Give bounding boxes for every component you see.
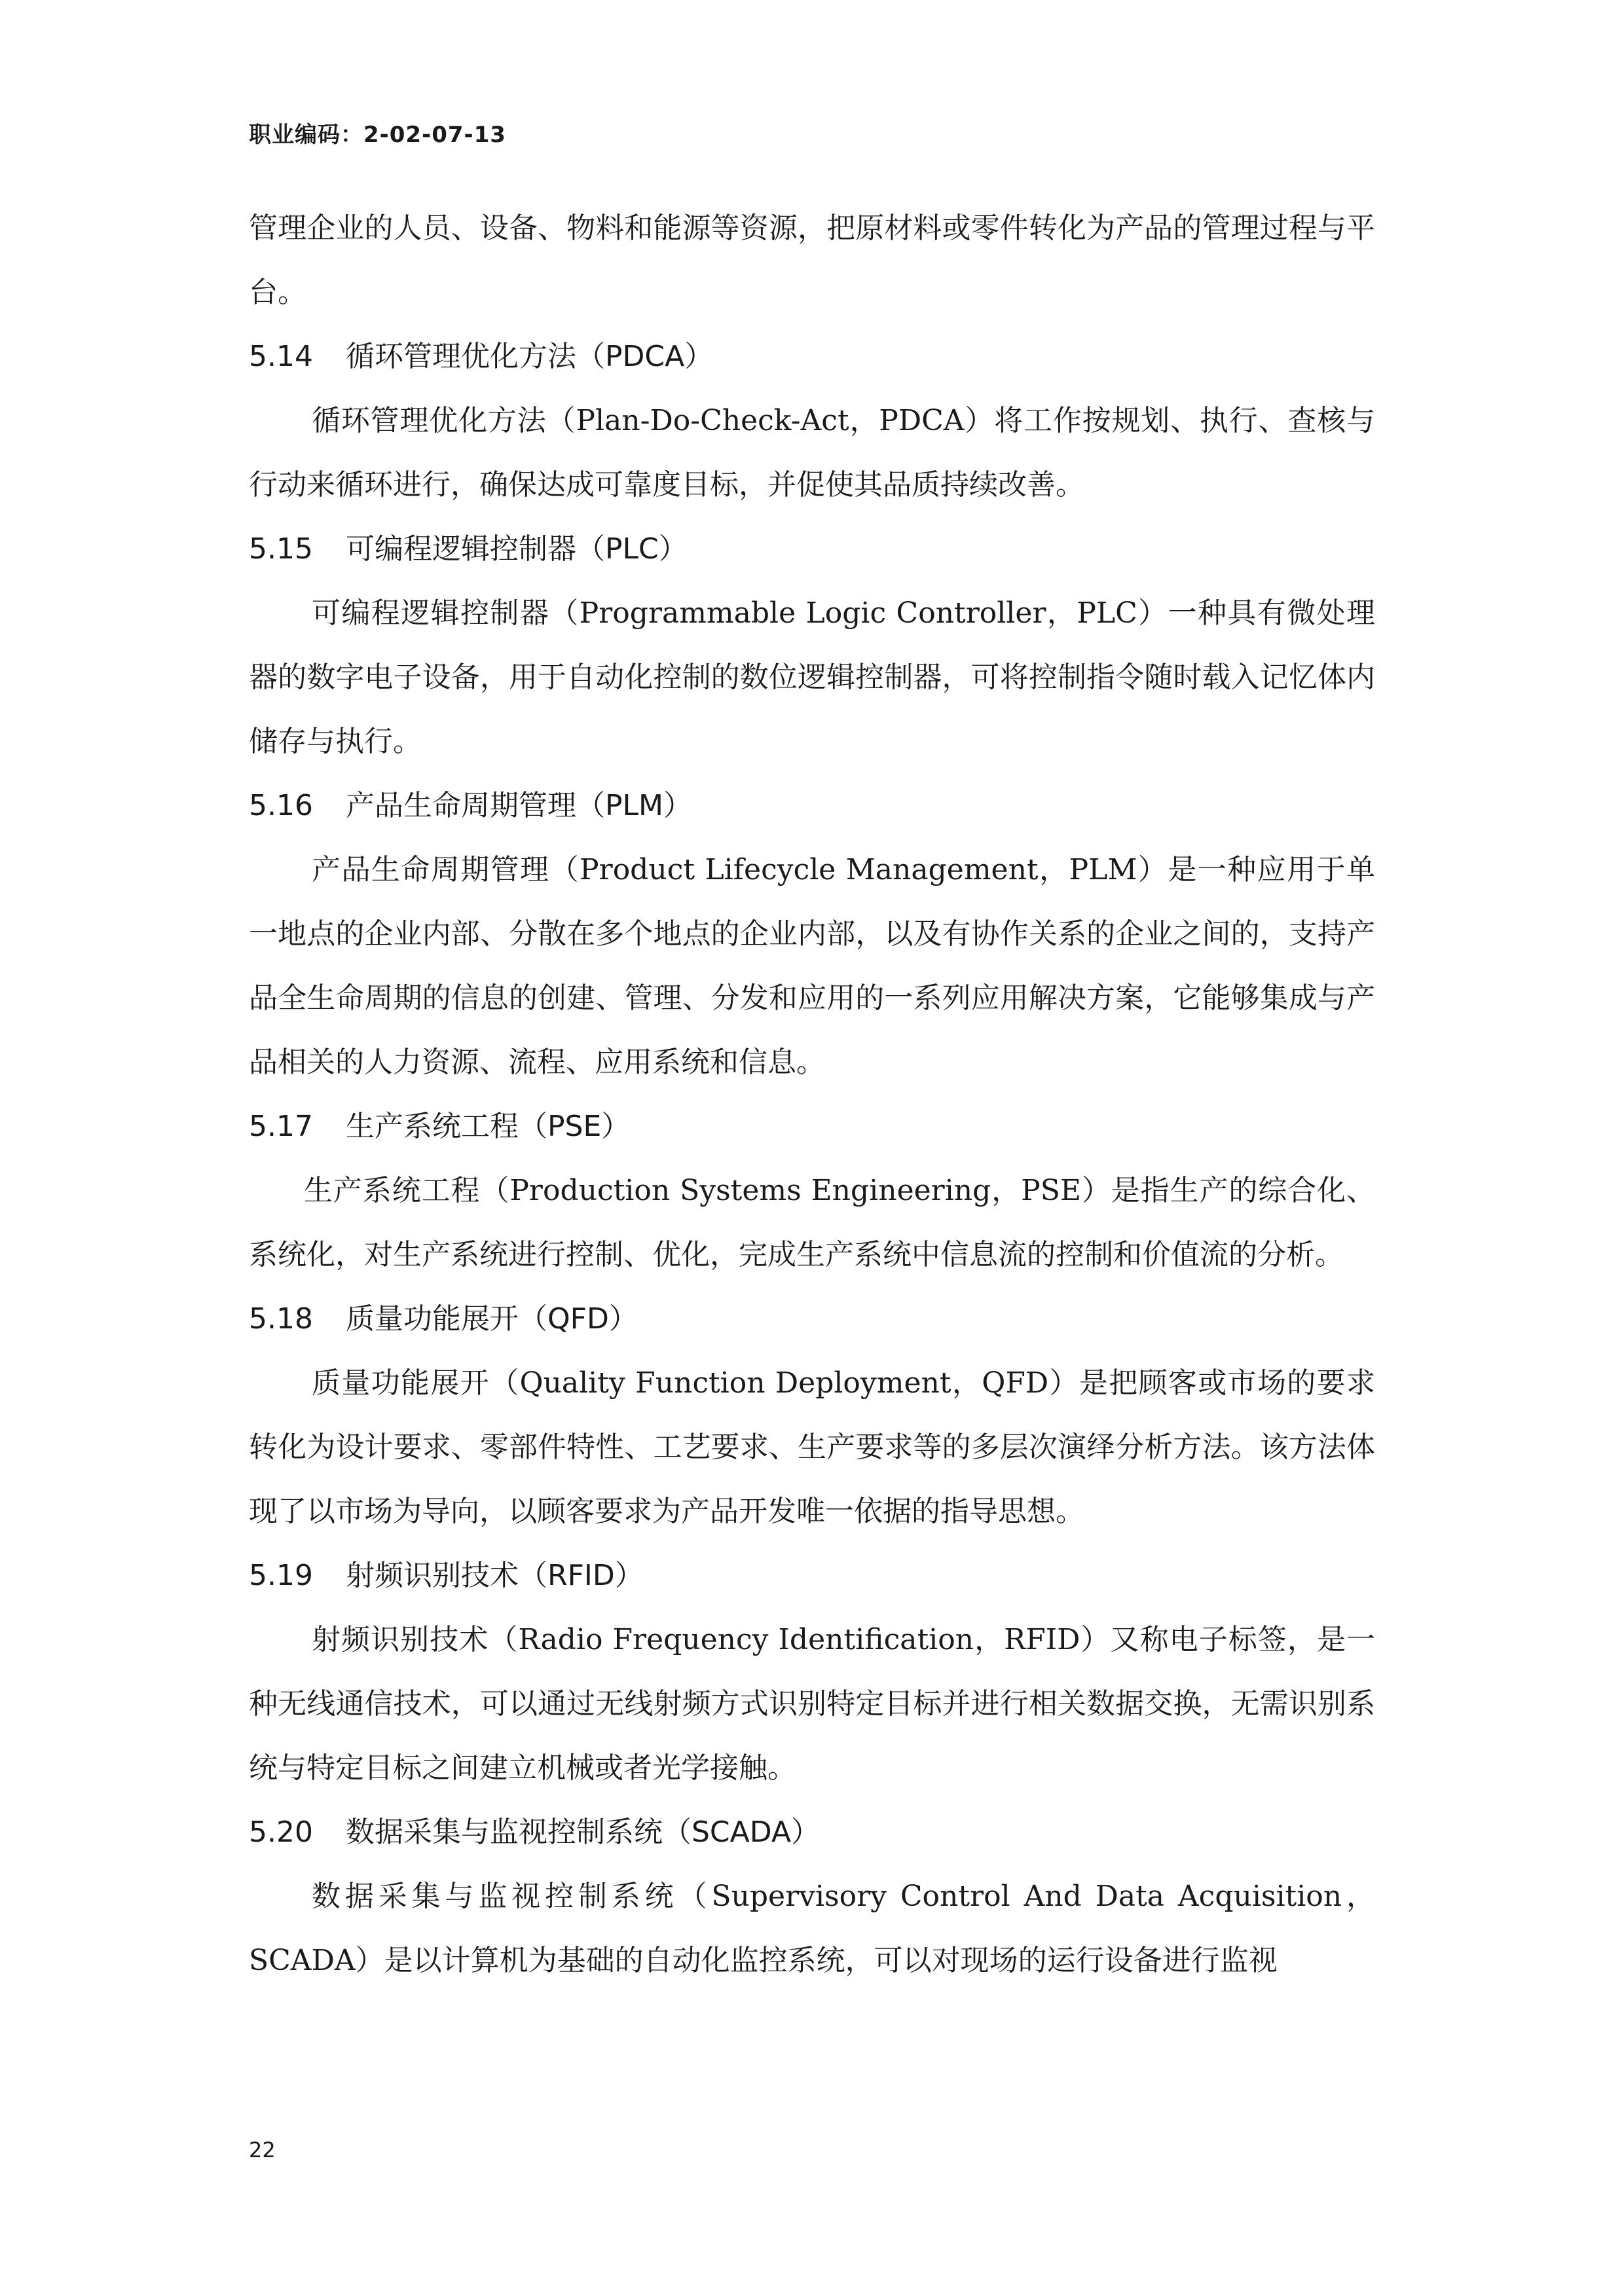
section-heading (249, 774, 1375, 838)
section-body: 产品生命周期管理（Product Lifecycle Management，PLM）是一种应用于单一地点的企业内部、分散在多个地点的企业内部，以及有协作关系的企业之间的，支持产品全生命周期的信息的创建、管理、分发和应用的一系列应用解决方案，它能够集成与产品相关的人力资源、流程、应用系统和信息。 (249, 853, 1375, 1079)
section-body: 质量功能展开（Quality Function Deployment，QFD）是把顾客或市场的要求转化为设计要求、零部件特性、工艺要求、生产要求等的多层次演绎分析方法。该方法体现了以市场为导向，以顾客要求为产品开发唯一依据的指导思想。 (249, 1366, 1375, 1528)
section-number: 5.14 (249, 340, 313, 373)
page-number: 22 (249, 2138, 276, 2162)
section-body: 可编程逻辑控制器（Programmable Logic Controller，PLC）一种具有微处理器的数字电子设备，用于自动化控制的数位逻辑控制器，可将控制指令随时载入记忆体内储存与执行。 (249, 596, 1375, 758)
section-5-16 (249, 774, 1375, 1095)
section-5-17 (249, 1095, 1375, 1287)
section-title: 生产系统工程（PSE） (346, 1110, 631, 1143)
section-body: 射频识别技术（Radio Frequency Identification，RFID）又称电子标签，是一种无线通信技术，可以通过无线射频方式识别特定目标并进行相关数据交换，无需识别系统与特定目标之间建立机械或者光学接触。 (249, 1623, 1375, 1785)
section-5-20 (249, 1800, 1375, 1993)
section-heading (249, 517, 1375, 581)
section-title: 循环管理优化方法（PDCA） (346, 340, 714, 373)
section-5-14 (249, 325, 1375, 517)
section-title: 产品生命周期管理（PLM） (346, 789, 693, 822)
section-5-15 (249, 517, 1375, 774)
section-title: 射频识别技术（RFID） (346, 1559, 644, 1592)
section-title: 质量功能展开（QFD） (346, 1302, 638, 1336)
section-5-18 (249, 1287, 1375, 1544)
section-number: 5.16 (249, 789, 313, 822)
section-number: 5.19 (249, 1559, 313, 1592)
section-5-19 (249, 1544, 1375, 1800)
section-heading (249, 1544, 1375, 1608)
section-title: 数据采集与监视控制系统（SCADA） (346, 1815, 820, 1849)
section-heading (249, 1287, 1375, 1351)
section-body: 数据采集与监视控制系统（Supervisory Control And Data Acquisition，SCADA）是以计算机为基础的自动化监控系统，可以对现场的运行设备进行监视 (249, 1880, 1375, 1977)
section-heading (249, 1800, 1375, 1865)
continuation-paragraph: 管理企业的人员、设备、物料和能源等资源，把原材料或零件转化为产品的管理过程与平台。 (249, 211, 1375, 309)
section-heading (249, 1095, 1375, 1159)
section-heading (249, 325, 1375, 389)
section-number: 5.18 (249, 1302, 313, 1336)
occupation-code-header: 职业编码：2-02-07-13 (249, 122, 506, 148)
section-number: 5.17 (249, 1110, 313, 1143)
section-body: 循环管理优化方法（Plan-Do-Check-Act，PDCA）将工作按规划、执行、查核与行动来循环进行，确保达成可靠度目标，并促使其品质持续改善。 (249, 404, 1375, 501)
section-body: 生产系统工程（Production Systems Engineering，PSE）是指生产的综合化、系统化，对生产系统进行控制、优化，完成生产系统中信息流的控制和价值流的分析。 (249, 1174, 1375, 1271)
document-body (249, 196, 1375, 1993)
section-number: 5.20 (249, 1815, 313, 1849)
section-number: 5.15 (249, 532, 313, 566)
section-title: 可编程逻辑控制器（PLC） (346, 532, 688, 566)
